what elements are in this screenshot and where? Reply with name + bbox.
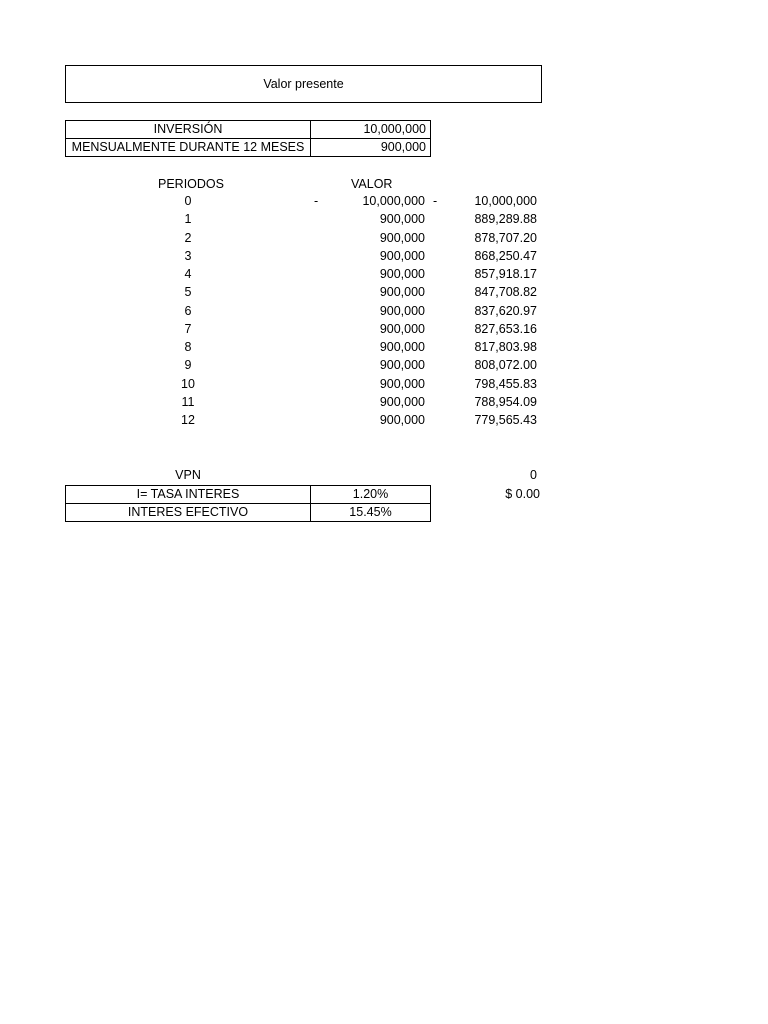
periodo-cell[interactable]: 4 [184,267,192,281]
periodo-cell[interactable]: 7 [184,321,192,336]
present-value-text: 878,707.20 [474,230,537,245]
tasa-label[interactable]: I= TASA INTERES [66,486,311,504]
valor-text: 900,000 [379,248,425,263]
valor-cell[interactable] [330,375,425,393]
present-value-text: 779,565.43 [474,413,537,427]
present-value-text: 808,072.00 [474,358,537,373]
mensual-label[interactable]: MENSUALMENTE DURANTE 12 MESES [66,139,311,157]
title-cell[interactable] [65,65,542,103]
rates-table [65,485,431,522]
vpn-label[interactable]: VPN [175,468,201,482]
valor-header[interactable]: VALOR [351,177,393,191]
periodo-cell[interactable]: 6 [184,303,192,318]
periodo-cell[interactable]: 3 [184,248,192,263]
present-value-column [433,192,537,429]
present-value-cell[interactable] [440,283,537,301]
present-value-text: 788,954.09 [474,394,537,409]
periodo-cell[interactable]: 0 [184,194,192,208]
present-value-cell[interactable] [440,320,537,338]
present-value-text: 868,250.47 [474,248,537,263]
periodo-cell[interactable]: 2 [184,230,192,245]
valor-text: 900,000 [379,394,425,409]
present-value-cell[interactable] [440,229,537,247]
valor-cell[interactable] [314,192,425,210]
valor-text: 900,000 [379,321,425,336]
valor-text: 900,000 [379,340,425,354]
valor-cell[interactable] [330,247,425,265]
valor-cell[interactable] [330,283,425,301]
vpn-value[interactable]: 0 [530,468,537,482]
inversion-value[interactable]: 10,000,000 [311,121,431,139]
present-value-text: 827,653.16 [474,321,537,336]
valor-text: 900,000 [379,413,425,427]
valor-cell[interactable] [330,265,425,283]
valor-cell[interactable] [330,210,425,228]
valor-column [314,192,425,429]
valor-cell[interactable] [330,338,425,356]
page-title: Valor presente [263,77,344,91]
present-value-cell[interactable] [440,356,537,374]
valor-text: 900,000 [379,358,425,373]
valor-text: 900,000 [379,303,425,318]
efectivo-label[interactable]: INTERES EFECTIVO [66,504,311,522]
present-value-cell[interactable] [440,411,537,429]
negative-sign: - [314,194,319,208]
valor-text: 900,000 [379,267,425,281]
present-value-cell[interactable] [440,375,537,393]
present-value-text: 857,918.17 [474,267,537,281]
inversion-label[interactable]: INVERSIÓN [66,121,311,139]
vpn-currency-value[interactable]: $ 0.00 [505,487,540,501]
present-value-cell[interactable] [440,302,537,320]
valor-cell[interactable] [330,356,425,374]
periodo-cell[interactable]: 8 [184,340,192,354]
valor-cell[interactable] [330,411,425,429]
periodo-cell[interactable]: 10 [181,376,195,391]
present-value-text: 798,455.83 [474,376,537,391]
present-value-text: 10,000,000 [474,194,537,208]
periodo-cell[interactable]: 12 [181,413,195,427]
present-value-cell[interactable] [440,210,537,228]
tasa-value[interactable]: 1.20% [311,486,431,504]
valor-cell[interactable] [330,229,425,247]
valor-text: 900,000 [379,376,425,391]
periodos-header[interactable]: PERIODOS [158,177,224,191]
periodo-cell[interactable]: 11 [181,394,195,409]
periodos-column [148,192,228,429]
mensual-value[interactable]: 900,000 [311,139,431,157]
present-value-cell[interactable] [433,192,537,210]
present-value-text: 817,803.98 [474,340,537,354]
valor-text: 10,000,000 [362,194,425,208]
present-value-text: 889,289.88 [474,212,537,227]
present-value-text: 837,620.97 [474,303,537,318]
table-row [66,486,431,504]
present-value-cell[interactable] [440,393,537,411]
inputs-table [65,120,431,157]
valor-cell[interactable] [330,302,425,320]
table-row [66,121,431,139]
present-value-cell[interactable] [440,265,537,283]
efectivo-value[interactable]: 15.45% [311,504,431,522]
negative-sign: - [433,194,438,208]
valor-cell[interactable] [330,320,425,338]
valor-text: 900,000 [379,212,425,227]
table-row [66,139,431,157]
valor-text: 900,000 [379,230,425,245]
periodo-cell[interactable]: 1 [184,212,192,227]
present-value-text: 847,708.82 [474,285,537,300]
valor-cell[interactable] [330,393,425,411]
periodo-cell[interactable]: 5 [184,285,192,300]
valor-text: 900,000 [379,285,425,300]
present-value-cell[interactable] [440,338,537,356]
periodo-cell[interactable]: 9 [184,358,192,373]
table-row [66,504,431,522]
present-value-cell[interactable] [440,247,537,265]
